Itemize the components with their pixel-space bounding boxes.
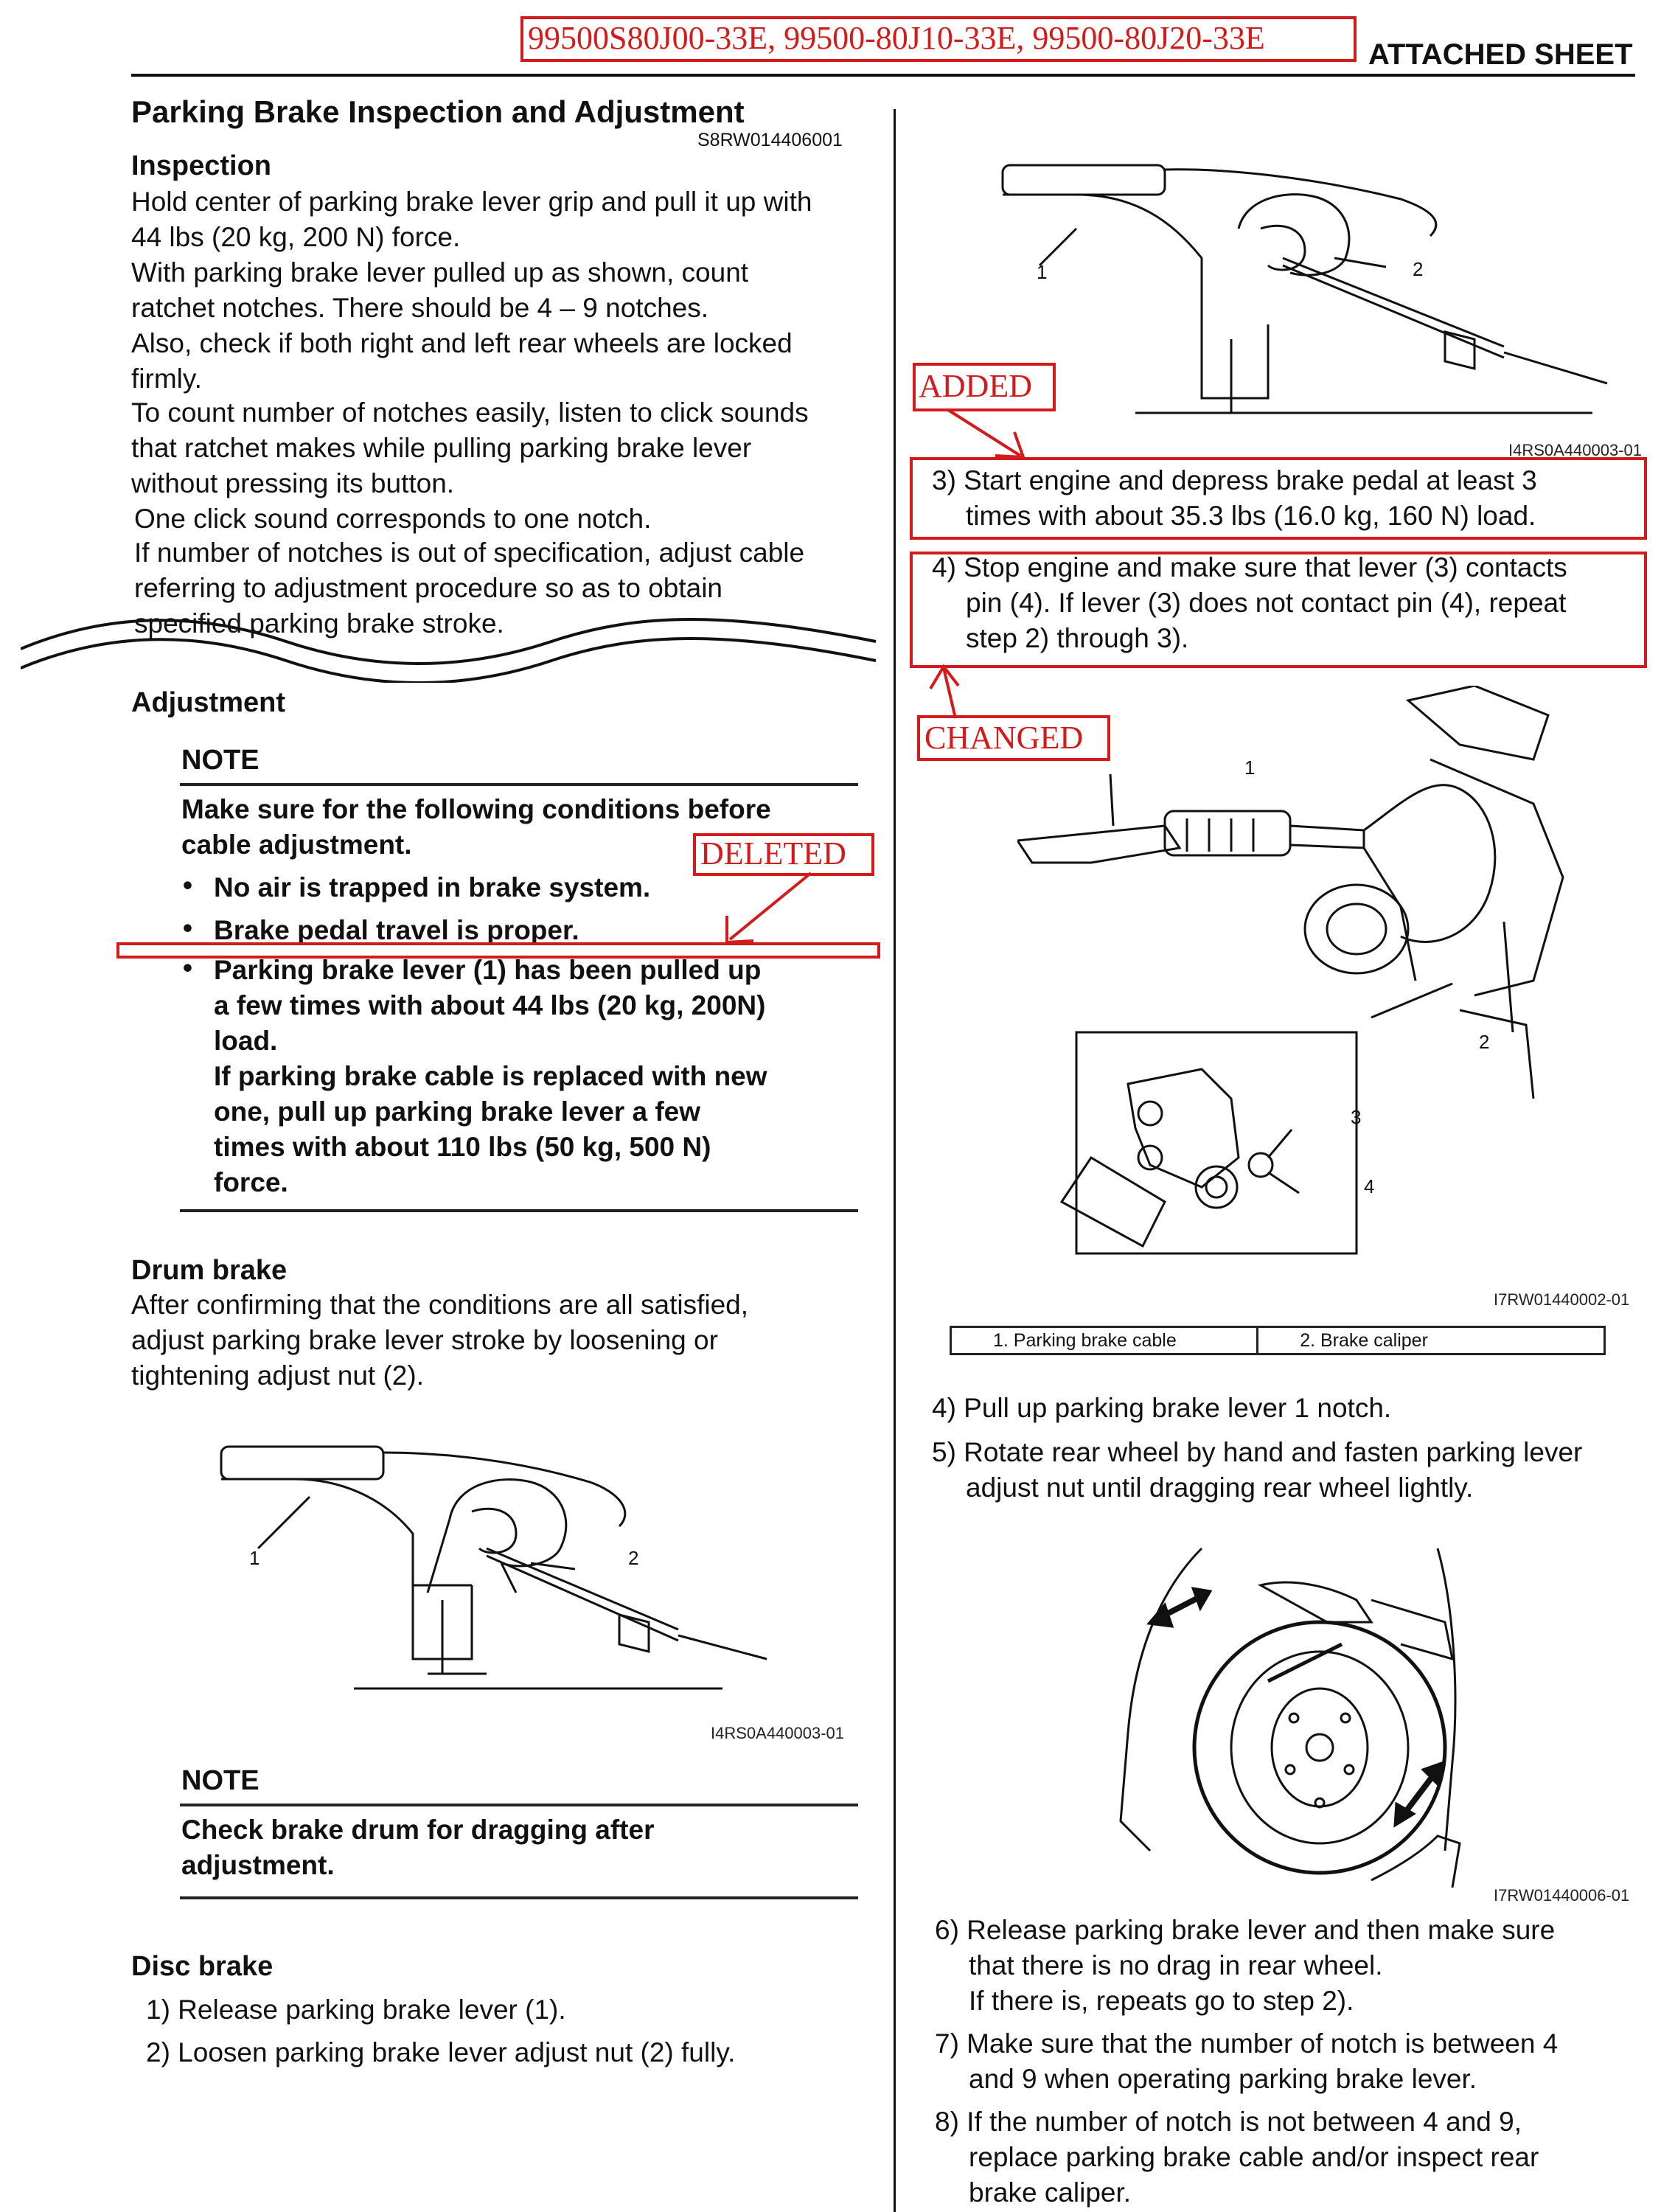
legend-item: 1. Parking brake cable <box>952 1328 1258 1353</box>
note-bullet-cont: If parking brake cable is replaced with new <box>214 1061 767 1091</box>
bullet-dot: • <box>183 953 192 983</box>
inspection-line: With parking brake lever pulled up as shown, count <box>131 257 749 288</box>
note-bullet-cont: a few times with about 44 lbs (20 kg, 200N) <box>214 990 766 1020</box>
inspection-heading: Inspection <box>131 150 272 181</box>
inspection-line: 44 lbs (20 kg, 200 N) force. <box>131 222 461 252</box>
column-divider <box>894 109 896 2212</box>
wheel-rotation-figure <box>1106 1541 1474 1888</box>
fig-top-callout-2: 2 <box>1413 258 1424 280</box>
note-rule-bottom <box>180 1209 858 1212</box>
drum-line: After confirming that the conditions are all satisfied, <box>131 1290 749 1320</box>
inspection-line: without pressing its button. <box>131 468 455 498</box>
note2-line: adjustment. <box>181 1850 335 1880</box>
note2-line: Check brake drum for dragging after <box>181 1815 655 1845</box>
fig-top-code: I4RS0A440003-01 <box>1508 441 1643 459</box>
note2-label: NOTE <box>181 1765 260 1796</box>
fig1-callout-2: 2 <box>628 1547 639 1569</box>
changed-arrow <box>922 664 981 723</box>
note-bullet-cont: force. <box>214 1167 288 1197</box>
added-step3: 3) Start engine and depress brake pedal at least 3 <box>932 465 1537 495</box>
inspection-line: referring to adjustment procedure so as to obtain <box>134 573 723 603</box>
note-bullet: Brake pedal travel is proper. <box>214 915 579 945</box>
drum-line: adjust parking brake lever stroke by loosening or <box>131 1325 718 1355</box>
inspection-line: Also, check if both right and left rear wheels are locked <box>131 328 793 358</box>
part-numbers: 99500S80J00-33E, 99500-80J10-33E, 99500-80J20-33E <box>528 20 1265 56</box>
doc-code: S8RW014406001 <box>697 130 843 150</box>
note-rule-top <box>180 783 858 786</box>
step-end: If there is, repeats go to step 2). <box>969 1986 1354 2016</box>
step-mid: 4) Pull up parking brake lever 1 notch. <box>932 1393 1392 1423</box>
step-end: and 9 when operating parking brake lever. <box>969 2064 1477 2094</box>
page-title: Parking Brake Inspection and Adjustment <box>131 94 745 129</box>
brake-caliper-figure <box>1017 686 1578 1276</box>
disc-step: 2) Loosen parking brake lever adjust nut (2) fully. <box>146 2037 736 2067</box>
inspection-line: specified parking brake stroke. <box>134 608 504 639</box>
note-bullet-cont: one, pull up parking brake lever a few <box>214 1096 701 1127</box>
note2-rule-top <box>180 1804 858 1806</box>
fig-top-callout-1: 1 <box>1037 261 1048 283</box>
bullet-dot: • <box>183 913 192 943</box>
note-bullet-cont: times with about 110 lbs (50 kg, 500 N) <box>214 1132 711 1162</box>
fig-wheel-code: I7RW01440006-01 <box>1494 1886 1630 1905</box>
inspection-line: ratchet notches. There should be 4 – 9 notches. <box>131 293 708 323</box>
parking-lever-figure-top <box>988 147 1622 442</box>
added-tag: ADDED <box>919 368 1032 404</box>
disc-heading: Disc brake <box>131 1951 274 1982</box>
fig1-code: I4RS0A440003-01 <box>711 1724 845 1742</box>
caliper-callout-4: 4 <box>1364 1175 1375 1197</box>
bullet-dot: • <box>183 870 192 900</box>
fig1-callout-1: 1 <box>249 1547 260 1569</box>
step-end: replace parking brake cable and/or inspect rear <box>969 2142 1539 2172</box>
caliper-callout-3: 3 <box>1351 1106 1362 1128</box>
changed-tag: CHANGED <box>924 720 1084 756</box>
step-end: 8) If the number of notch is not between 4 and 9, <box>935 2107 1522 2137</box>
note-bullet: Parking brake lever (1) has been pulled up <box>214 955 762 985</box>
legend-item: 2. Brake caliper <box>1300 1330 1428 1351</box>
added-step3: times with about 35.3 lbs (16.0 kg, 160 N) load. <box>966 501 1536 531</box>
step-end: 7) Make sure that the number of notch is between 4 <box>935 2028 1559 2059</box>
break-wave <box>21 616 891 683</box>
inspection-line: One click sound corresponds to one notch. <box>134 504 652 534</box>
changed-step4: pin (4). If lever (3) does not contact pin (4), repeat <box>966 588 1567 618</box>
deleted-region-box <box>116 942 880 959</box>
note-bullet: No air is trapped in brake system. <box>214 872 651 902</box>
note-intro: Make sure for the following conditions before <box>181 794 771 824</box>
step-end: brake caliper. <box>969 2177 1132 2208</box>
fig-legend <box>950 1326 1606 1355</box>
note-intro: cable adjustment. <box>181 830 412 860</box>
step-end: 6) Release parking brake lever and then make sure <box>935 1915 1556 1945</box>
deleted-arrow <box>715 870 818 951</box>
inspection-line: If number of notches is out of specification, adjust cable <box>134 538 805 568</box>
step-mid: 5) Rotate rear wheel by hand and fasten parking lever <box>932 1437 1583 1467</box>
parking-lever-figure <box>206 1438 781 1718</box>
changed-step4: 4) Stop engine and make sure that lever (3) contacts <box>932 552 1567 582</box>
step-mid: adjust nut until dragging rear wheel lightly. <box>966 1472 1474 1503</box>
fig-caliper-code: I7RW01440002-01 <box>1494 1290 1630 1309</box>
inspection-line: To count number of notches easily, listen to click sounds <box>131 397 809 428</box>
disc-step: 1) Release parking brake lever (1). <box>146 1994 566 2025</box>
deleted-tag: DELETED <box>700 835 846 872</box>
attached-sheet-label: ATTACHED SHEET <box>1368 38 1633 71</box>
note-label: NOTE <box>181 745 260 776</box>
inspection-line: firmly. <box>131 364 202 394</box>
drum-heading: Drum brake <box>131 1255 288 1286</box>
inspection-line: Hold center of parking brake lever grip and pull it up with <box>131 187 812 217</box>
adjustment-heading: Adjustment <box>131 687 285 718</box>
caliper-callout-1: 1 <box>1244 757 1256 779</box>
inspection-line: that ratchet makes while pulling parking brake lever <box>131 433 752 463</box>
header-rule <box>131 74 1635 77</box>
drum-line: tightening adjust nut (2). <box>131 1360 424 1391</box>
changed-step4: step 2) through 3). <box>966 623 1189 653</box>
step-end: that there is no drag in rear wheel. <box>969 1950 1383 1980</box>
note-bullet-cont: load. <box>214 1026 278 1056</box>
note2-rule-bottom <box>180 1896 858 1899</box>
caliper-callout-2: 2 <box>1479 1031 1490 1053</box>
